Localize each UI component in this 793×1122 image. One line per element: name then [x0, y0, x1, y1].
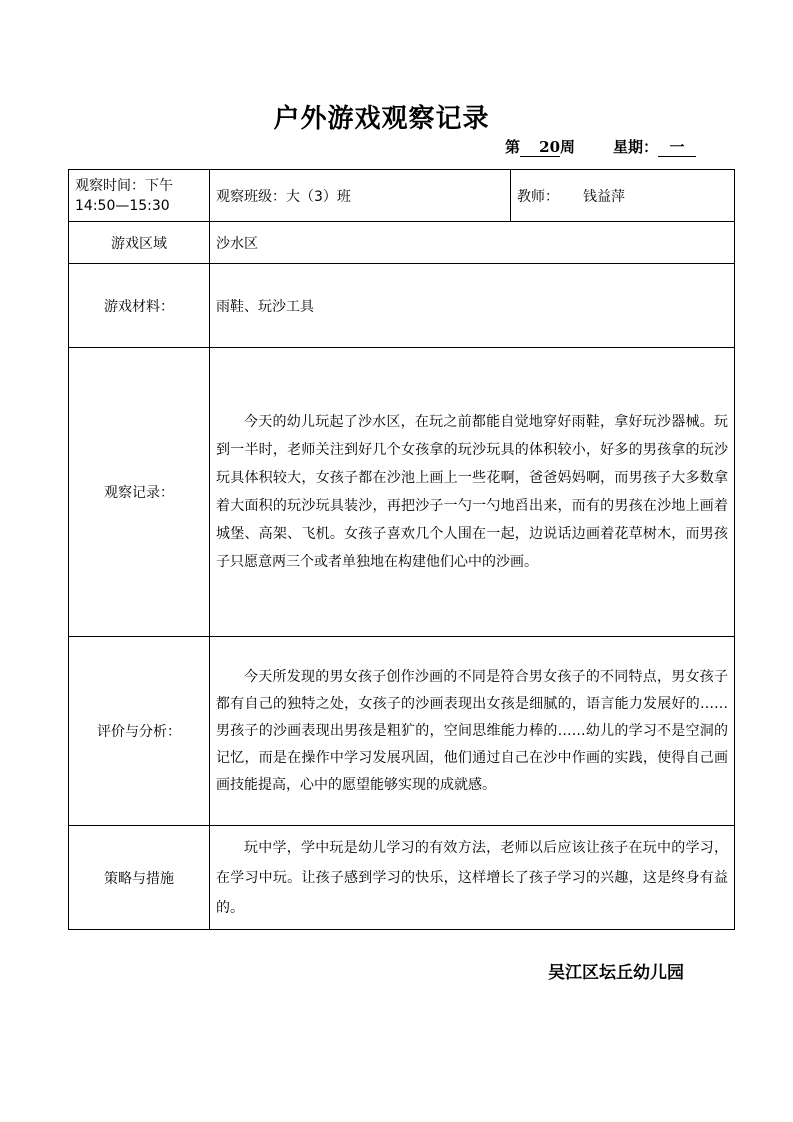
strategy-text-cell — [210, 826, 735, 930]
area-value: 沙水区 — [210, 222, 735, 264]
page-title: 户外游戏观察记录 — [273, 104, 490, 134]
week-prefix: 第 — [505, 138, 521, 156]
week-info — [505, 136, 696, 157]
strategy-label: 策略与措施 — [69, 826, 210, 930]
table-row — [69, 170, 735, 222]
teacher-name: 钱益萍 — [583, 188, 625, 205]
observation-text: 今天的幼儿玩起了沙水区，在玩之前都能自觉地穿好雨鞋，拿好玩沙器械。玩到一半时，老师关注到好几个女孩拿的玩沙玩具的体积较小，好多的男孩拿的玩沙玩具体积较大，女孩子都在沙池上画上一些花啊，爸爸妈妈啊，而男孩子大多数拿着大面积的玩沙玩具装沙，再把沙子一勺一勺地舀出来，而有的男孩在沙地上画着城堡、高架、飞机。女孩子喜欢几个人围在一起，边说话边画着花草树木，而男孩子只愿意两三个或者单独地在构建他们心中的沙画。 — [216, 414, 728, 570]
table-row — [69, 637, 735, 826]
observation-label: 观察记录： — [69, 348, 210, 637]
table-row — [69, 222, 735, 264]
observation-text-cell — [210, 348, 735, 637]
strategy-text: 玩中学，学中玩是幼儿学习的有效方法，老师以后应该让孩子在玩中的学习，在学习中玩。让孩子感到学习的快乐，这样增长了孩子学习的兴趣，这是终身有益的。 — [216, 839, 728, 916]
table-row — [69, 826, 735, 930]
teacher-cell — [511, 170, 735, 222]
weekday-label: 星期： — [613, 138, 659, 156]
table-row — [69, 348, 735, 637]
table-row — [69, 264, 735, 348]
week-suffix: 周 — [560, 138, 576, 156]
kindergarten-name: 吴江区坛丘幼儿园 — [548, 963, 684, 983]
observation-table — [68, 169, 735, 930]
observation-class: 观察班级：大（3）班 — [210, 170, 511, 222]
weekday-value: 一 — [658, 138, 696, 157]
materials-label: 游戏材料： — [69, 264, 210, 348]
week-number: 20 — [520, 138, 560, 157]
evaluation-text: 今天所发现的男女孩子创作沙画的不同是符合男女孩子的不同特点，男女孩子都有自己的独特之处，女孩子的沙画表现出女孩是细腻的，语言能力发展好的……男孩子的沙画表现出男孩是粗犷的，空间思维能力棒的……幼儿的学习不是空洞的记忆，而是在操作中学习发展巩固，他们通过自己在沙中作画的实践，使得自己画画技能提高，心中的愿望能够实现的成就感。 — [216, 668, 728, 793]
area-label: 游戏区域 — [69, 222, 210, 264]
teacher-label: 教师： — [517, 188, 559, 205]
evaluation-label: 评价与分析： — [69, 637, 210, 826]
evaluation-text-cell — [210, 637, 735, 826]
materials-value: 雨鞋、玩沙工具 — [210, 264, 735, 348]
observation-time: 观察时间：下午14:50—15:30 — [69, 170, 210, 222]
